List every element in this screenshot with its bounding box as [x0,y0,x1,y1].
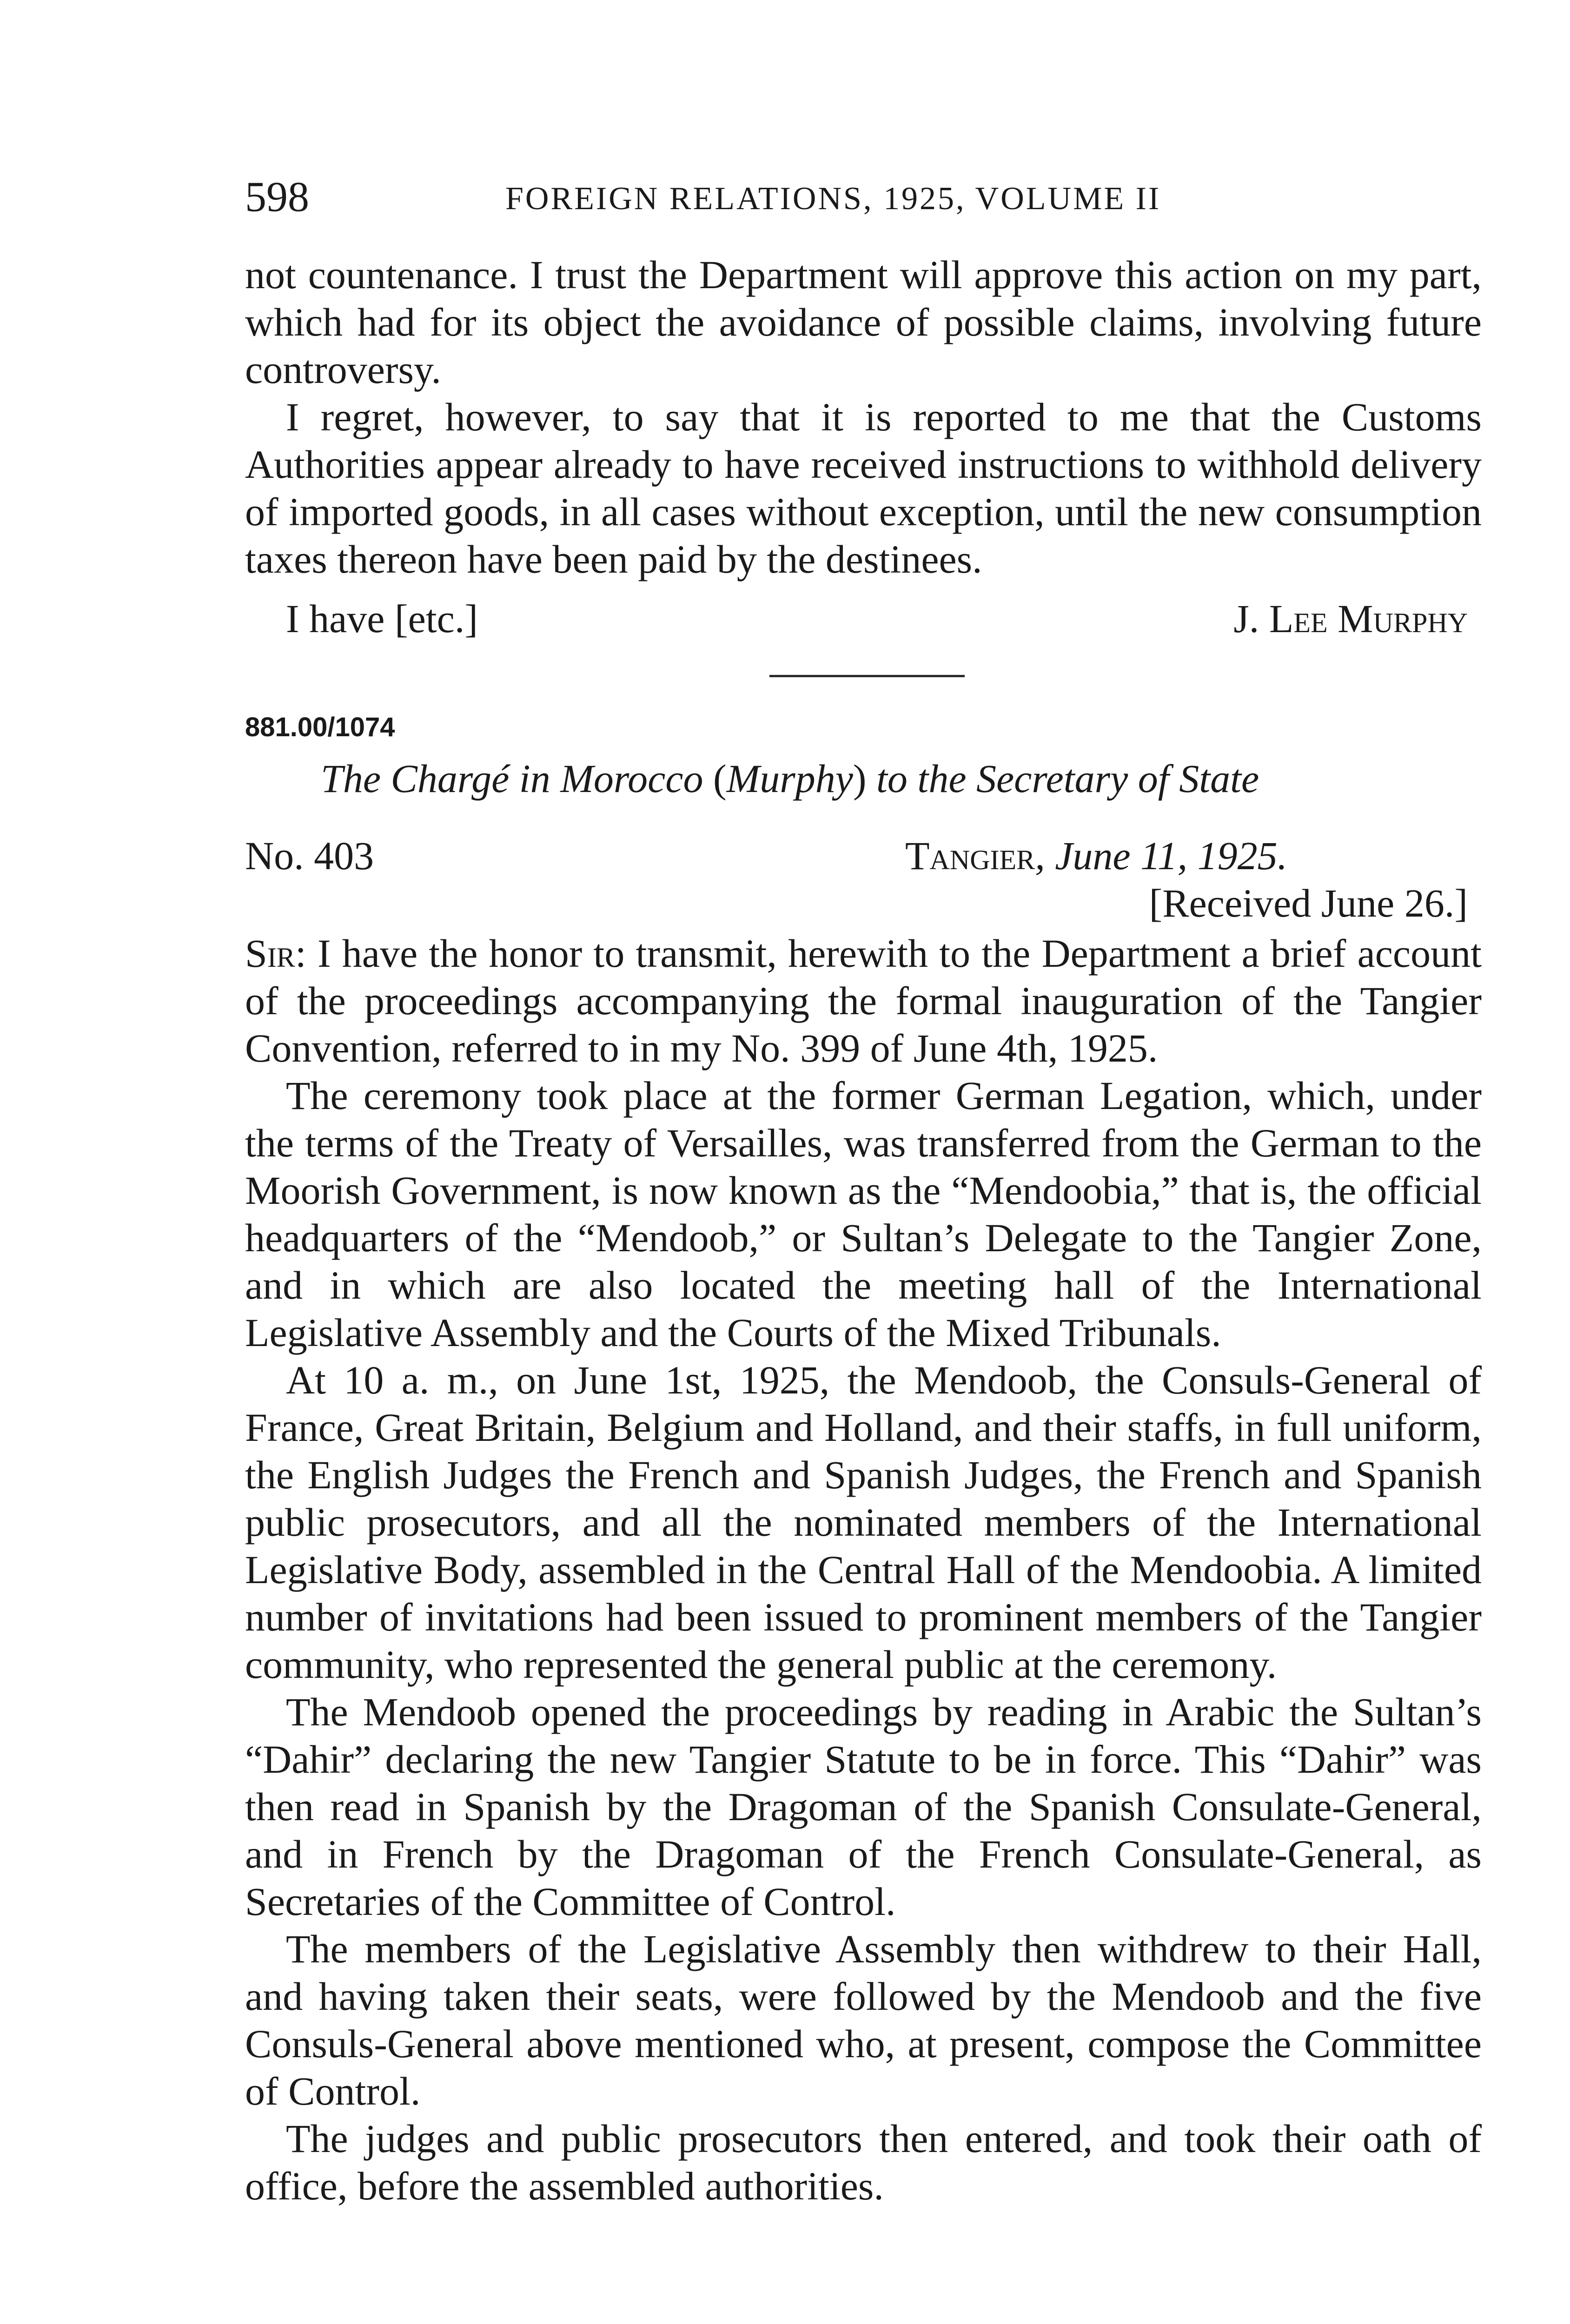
document-number: No. 403 [245,833,374,878]
title-part-1: The Chargé in Morocco [321,756,713,801]
body-text [245,930,1482,2210]
signature [1233,595,1468,642]
title-name: Murphy [726,756,853,801]
salutation: Sir [245,931,295,976]
body-paragraph-4: The Mendoob opened the proceedings by reading in Arabic the Sultan’s “Dahir” declaring the new Tangier Statute to be in force. This “Dahir” was then read in Spanish by the Dragoman of the Spanish Consulate-General, and in French by the Dragoman of the French Consulate-General, as Secretaries of the Committee of Control. [245,1690,1482,1924]
body-paragraph-1 [245,930,1482,1072]
page-header [245,171,1482,222]
page-number: 598 [245,173,309,220]
closing-formula: I have [etc.] [286,596,478,641]
title-paren-close: ) [853,756,867,801]
section-divider [769,675,965,677]
body-paragraph-2: The ceremony took place at the former German Legation, which, under the terms of the Treaty of Versailles, was transferred from the German to the Moorish Government, is now known as the “Mendoobia,” that is, the official headquarters of the “Mendoob,” or Sultan’s Delegate to the Tangier Zone, and in which are also located the meeting hall of the International Legislative Assembly and the Courts of the Mixed Tribunals. [245,1073,1482,1355]
dateline-place: Tangier [905,833,1035,878]
dateline-date: , June 11, 1925. [1035,833,1288,878]
received-date: [Received June 26.] [1149,881,1468,925]
title-paren-open: ( [713,756,727,801]
dateline [905,832,1287,879]
running-head: FOREIGN RELATIONS, 1925, VOLUME II [505,181,1161,217]
title-part-2: to the Secretary of State [866,756,1259,801]
body-paragraph-5: The members of the Legislative Assembly then withdrew to their Hall, and having taken their seats, were followed by the Mendoob and the five Consuls-General above mentioned who, at present, compose the Committee of Control. [245,1927,1482,2113]
body-paragraph-6: The judges and public prosecutors then entered, and took their oath of office, before the assembled authorities. [245,2116,1482,2208]
body-paragraph-3: At 10 a. m., on June 1st, 1925, the Mendoob, the Consuls-General of France, Great Britain, Belgium and Holland, and their staffs, in full uniform, the English Judges the French and Spanish Judges, the French and Spanish public prosecutors, and all the nominated members of the International Legislative Body, assembled in the Central Hall of the Mendoobia. A limited number of invitations had been issued to prominent members of the Tangier community, who represented the general public at the ceremony. [245,1358,1482,1687]
signature-name: Lee Murphy [1269,596,1468,641]
continuation-text [245,251,1482,583]
continuation-paragraph-1: not countenance. I trust the Department will approve this action on my part, which had for its object the avoidance of possible claims, involving future controversy. [245,252,1482,392]
signature-initial: J. [1233,596,1269,641]
continuation-paragraph-2: I regret, however, to say that it is reported to me that the Customs Authorities appear already to have received instructions to withhold delivery of imported goods, in all cases without exception, until the new consumption taxes thereon have been paid by the destinees. [245,395,1482,581]
body-paragraph-1-text: : I have the honor to transmit, herewith to the Department a brief account of the proceedings accompanying the formal inauguration of the Tangier Convention, referred to in my No. 399 of June 4th, 1925. [245,931,1482,1070]
document-title [321,753,1259,804]
file-number: 881.00/1074 [245,712,395,742]
